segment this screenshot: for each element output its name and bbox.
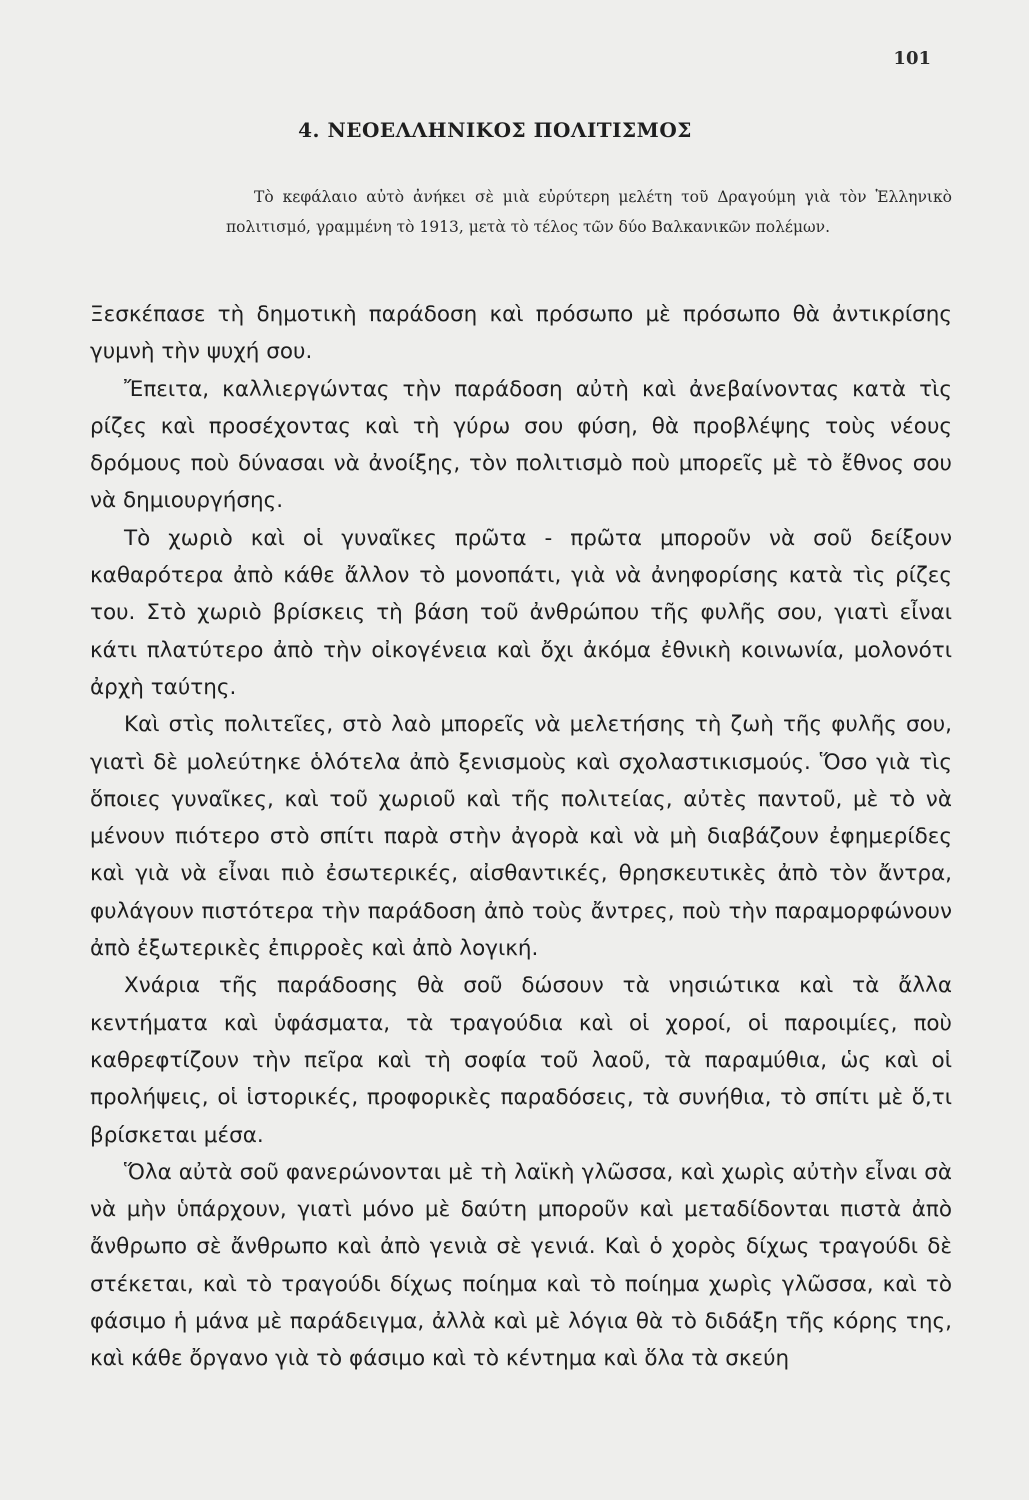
chapter-title: 4. ΝΕΟΕΛΛΗΝΙΚΟΣ ΠΟΛΙΤΙΣΜΟΣ [298,118,692,142]
paragraph: Ἔπειτα, καλλιεργώντας τὴν παράδοση αὐτὴ καὶ ἀνεβαίνοντας κατὰ τὶς ρίζες καὶ προσέχοντας καὶ τὴ γύρω σου φύση, θὰ προβλέψης τοὺς νέους δρόμους ποὺ δύνασαι νὰ ἀνοίξης, τὸν πολιτισμὸ ποὺ μπορεῖς μὲ τὸ ἔθνος σου νὰ δημιουργήσης. [90,376,952,514]
paragraph: Ὅλα αὐτὰ σοῦ φανερώνονται μὲ τὴ λαϊκὴ γλῶσσα, καὶ χωρὶς αὐτὴν εἶναι σὰ νὰ μὴν ὑπάρχουν, γιατὶ μόνο μὲ δαύτη μποροῦν καὶ μεταδίδονται πιστὰ ἀπὸ ἄνθρωπο σὲ ἄνθρωπο καὶ ἀπὸ γενιὰ σὲ γενιά. Καὶ ὁ χορὸς δίχως τραγούδι δὲ στέκεται, καὶ τὸ τραγούδι δίχως ποίημα καὶ τὸ ποίημα χωρὶς γλῶσσα, καὶ τὸ φάσιμο ἡ μάνα μὲ παράδειγμα, ἀλλὰ καὶ μὲ λόγια θὰ τὸ διδάξη τῆς κόρης της, καὶ κάθε ὄργανο γιὰ τὸ φάσιμο καὶ τὸ κέντημα καὶ ὅλα τὰ σκεύη [90,1159,952,1372]
paragraph: Ξεσκέπασε τὴ δημοτικὴ παράδοση καὶ πρόσωπο μὲ πρόσωπο θὰ ἀντικρίσης γυμνὴ τὴν ψυχή σου. [90,302,952,365]
paragraph: Τὸ χωριὸ καὶ οἱ γυναῖκες πρῶτα - πρῶτα μποροῦν νὰ σοῦ δείξουν καθαρότερα ἀπὸ κάθε ἄλλον τὸ μονοπάτι, γιὰ νὰ ἀνηφορίσης κατὰ τὶς ρίζες του. Στὸ χωριὸ βρίσκεις τὴ βάση τοῦ ἀνθρώπου τῆς φυλῆς σου, γιατὶ εἶναι κάτι πλατύτερο ἀπὸ τὴν οἰκογένεια καὶ ὄχι ἀκόμα ἐθνικὴ κοινωνία, μολονότι ἀρχὴ ταύτης. [90,525,952,700]
paragraph: Χνάρια τῆς παράδοσης θὰ σοῦ δώσουν τὰ νησιώτικα καὶ τὰ ἄλλα κεντήματα καὶ ὑφάσματα, τὰ τραγούδια καὶ οἱ χοροί, οἱ παροιμίες, ποὺ καθρεφτίζουν τὴν πεῖρα καὶ τὴ σοφία τοῦ λαοῦ, τὰ παραμύθια, ὡς καὶ οἱ προλήψεις, οἱ ἱστορικές, προφορικὲς παραδόσεις, τὰ συνήθια, τὸ σπίτι μὲ ὅ,τι βρίσκεται μέσα. [90,973,952,1148]
page-number: 101 [893,48,931,69]
chapter-intro: Τὸ κεφάλαιο αὐτὸ ἀνήκει σὲ μιὰ εὐρύτερη μελέτη τοῦ Δραγούμη γιὰ τὸν Ἑλληνικὸ πολιτισμό, γραμμένη τὸ 1913, μετὰ τὸ τέλος τῶν δύο Βαλκανικῶν πολέμων. [226,188,952,236]
body-text [90,296,952,1378]
paragraph: Καὶ στὶς πολιτεῖες, στὸ λαὸ μπορεῖς νὰ μελετήσης τὴ ζωὴ τῆς φυλῆς σου, γιατὶ δὲ μολεύτηκε ὁλότελα ἀπὸ ξενισμοὺς καὶ σχολαστικισμούς. Ὅσο γιὰ τὶς ὅποιες γυναῖκες, καὶ τοῦ χωριοῦ καὶ τῆς πολιτείας, αὐτὲς παντοῦ, μὲ τὸ νὰ μένουν πιότερο στὸ σπίτι παρὰ στὴν ἀγορὰ καὶ νὰ μὴ διαβάζουν ἐφημερίδες καὶ γιὰ νὰ εἶναι πιὸ ἐσωτερικές, αἰσθαντικές, θρησκευτικὲς ἀπὸ τὸν ἄντρα, φυλάγουν πιστότερα τὴν παράδοση ἀπὸ τοὺς ἄντρες, ποὺ τὴν παραμορφώνουν ἀπὸ ἐξωτερικὲς ἐπιρροὲς καὶ ἀπὸ λογική. [90,712,952,962]
